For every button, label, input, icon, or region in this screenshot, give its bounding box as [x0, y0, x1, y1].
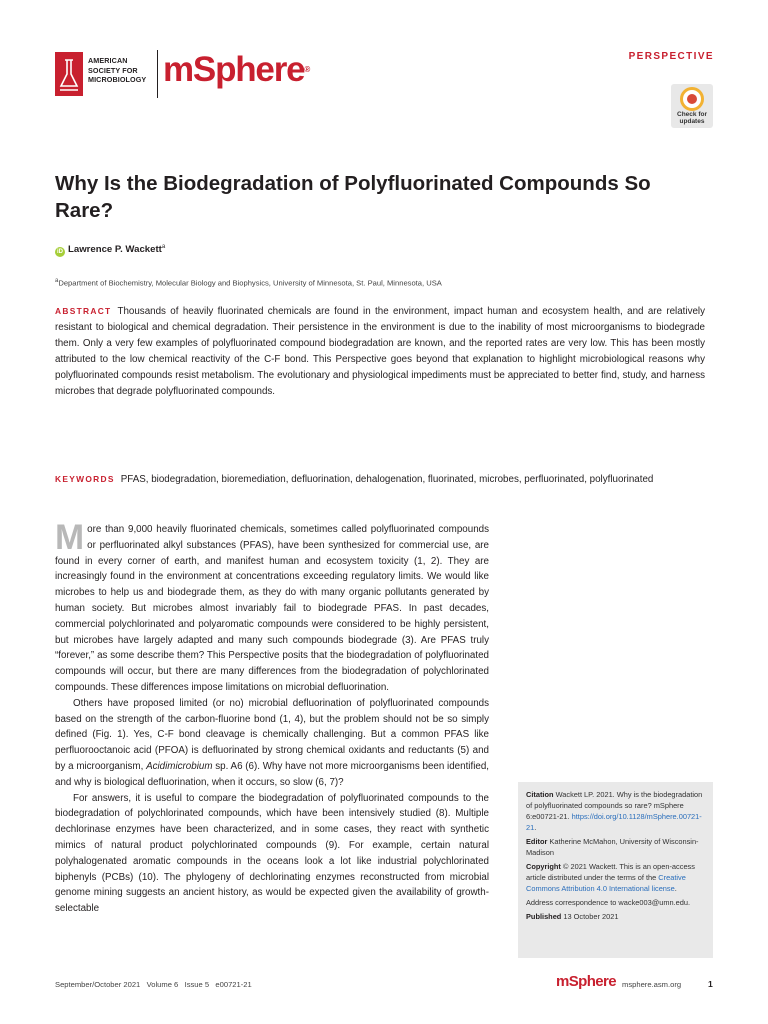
article-body: [55, 518, 489, 917]
logo-divider: [157, 50, 158, 98]
paragraph: More than 9,000 heavily fluorinated chemicals, sometimes called polyfluorinated compounds or perfluorinated alkyl substances (PFAS), have been synthesized for commercial use, are found in every corner of earth, and manifest human and ecosystem toxicity (1, 2). They are increasingly found in the environment at concentrations exceeding regulatory limits. We would like microbes to help us and biodegrade them, as they do with many organic pollutants generated by human society. But microbes almost invariably fail to biodegrade PFAS. In past decades, commercial polychlorinated and polyaromatic compounds were considered to be highly persistent, but microbes have largely adapted and many such compounds biodegrade (3). Are PFAS truly “forever,” as some describe them? This Perspective posits that the biodegradation of polyfluorinated compounds will occur, but there are many differences from the biodegradation of polychlorinated compounds. These differences impose limitations on microbial defluorination.: [55, 518, 489, 693]
journal-logo: mSphere®: [163, 50, 311, 89]
copyright: Copyright © 2021 Wackett. This is an open-access article distributed under the terms of the Creative Commons Attribution 4.0 International license.: [526, 862, 695, 893]
asm-flask-icon: [55, 52, 83, 96]
page-number: 1: [708, 979, 713, 989]
abstract: [55, 304, 705, 399]
author-name[interactable]: Lawrence P. Wackett: [68, 244, 162, 256]
journal-site-link[interactable]: msphere.asm.org: [622, 980, 682, 989]
keywords-text: PFAS, biodegradation, bioremediation, defluorination, dehalogenation, fluorinated, microbes, perfluorinated, polyfluorinated: [120, 474, 654, 485]
section-label: PERSPECTIVE: [628, 51, 714, 62]
paragraph: For answers, it is useful to compare the biodegradation of polyfluorinated compounds to the biodegradation of polychlorinated compounds, which have been intensively studied (8). Multiple dechlorinase enzymes have been characterized, and in some cases, they react with synthetic mimics of natural product polychlorinated compounds (9). For example, certain natural polyhalogenated aromatic compounds in the oceans look a lot like industrial polychlorinated biphenyls (PCBs) (10). The phylogeny of dechlorinating enzymes reconstructed from microbial genome mining suggests an ancient history, as would be expected given the availability of growth-selectable: [55, 792, 489, 915]
footer-journal-logo: mSphere: [556, 973, 616, 990]
issue-info: September/October 2021 Volume 6 Issue 5 e00721-21: [55, 980, 252, 989]
article-title: Why Is the Biodegradation of Polyfluorinated Compounds So Rare?: [55, 172, 651, 222]
abstract-heading: ABSTRACT: [55, 306, 112, 316]
article-info-box: [518, 782, 713, 958]
doi-link[interactable]: https://doi.org/10.1128/mSphere.00721-21: [526, 812, 702, 832]
keywords: [55, 471, 705, 488]
crossmark-icon: [680, 87, 704, 111]
orcid-icon[interactable]: iD: [57, 249, 63, 256]
society-name: AMERICAN SOCIETY FOR MICROBIOLOGY: [88, 56, 147, 85]
license-link[interactable]: Creative Commons Attribution 4.0 International license: [526, 873, 686, 893]
keywords-heading: KEYWORDS: [55, 474, 115, 484]
correspondence: Address correspondence to wacke003@umn.edu.: [526, 898, 691, 907]
abstract-text: Thousands of heavily fluorinated chemicals are found in the environment, impact human and ecosystem health, and are relatively resistant to biological and chemical degradation. Their persistence in the environment is due to the inability of most microorganisms to biodegrade them. Only a very few examples of polyfluorinated compound biodegradation are known, and the reported rates are very low. This has been mostly attributed to the low chemical reactivity of the C-F bond. This Perspective goes beyond that explanation to highlight microbiological reasons why polyfluorinated compounds resist metabolism. The evolutionary and physiological impediments must be appreciated to better find, study, and harness microbes that degrade polyfluorinated compounds.: [55, 306, 705, 397]
author-line: iD Lawrence P. Wackett$^a$: [57, 244, 166, 256]
editor: Editor Katherine McMahon, University of Wisconsin-Madison: [526, 837, 699, 857]
drop-cap: M: [55, 518, 85, 557]
asm-logo: [55, 52, 155, 98]
affiliation: $^a$Department of Biochemistry, Molecular Biology and Biophysics, University of Minnesota, St. Paul, Minnesota, USA: [55, 278, 442, 288]
published-date: Published 13 October 2021: [526, 912, 619, 921]
check-for-updates-badge[interactable]: Check for updates: [671, 84, 713, 128]
citation: Citation Wackett LP. 2021. Why is the biodegradation of polyfluorinated compounds so rare? mSphere 6:e00721-21. https://doi.org/10.1128/mSphere.00721-21.: [526, 790, 703, 832]
paragraph: Others have proposed limited (or no) microbial defluorination of polyfluorinated compounds based on the strength of the carbon-fluorine bond (1, 4), but the problem should not be so simply defined (Fig. 1). Yes, C-F bond cleavage is chemically challenging. But a common PFAS like perfluorooctanoic acid (PFOA) is defluorinated by strong chemical oxidants and reductants (5) and by a microorganism, Acidimicrobium sp. A6 (6). Why have not more microorganisms been identified, and why is biological defluorination, when it occurs, so slow (6, 7)?: [55, 697, 489, 788]
